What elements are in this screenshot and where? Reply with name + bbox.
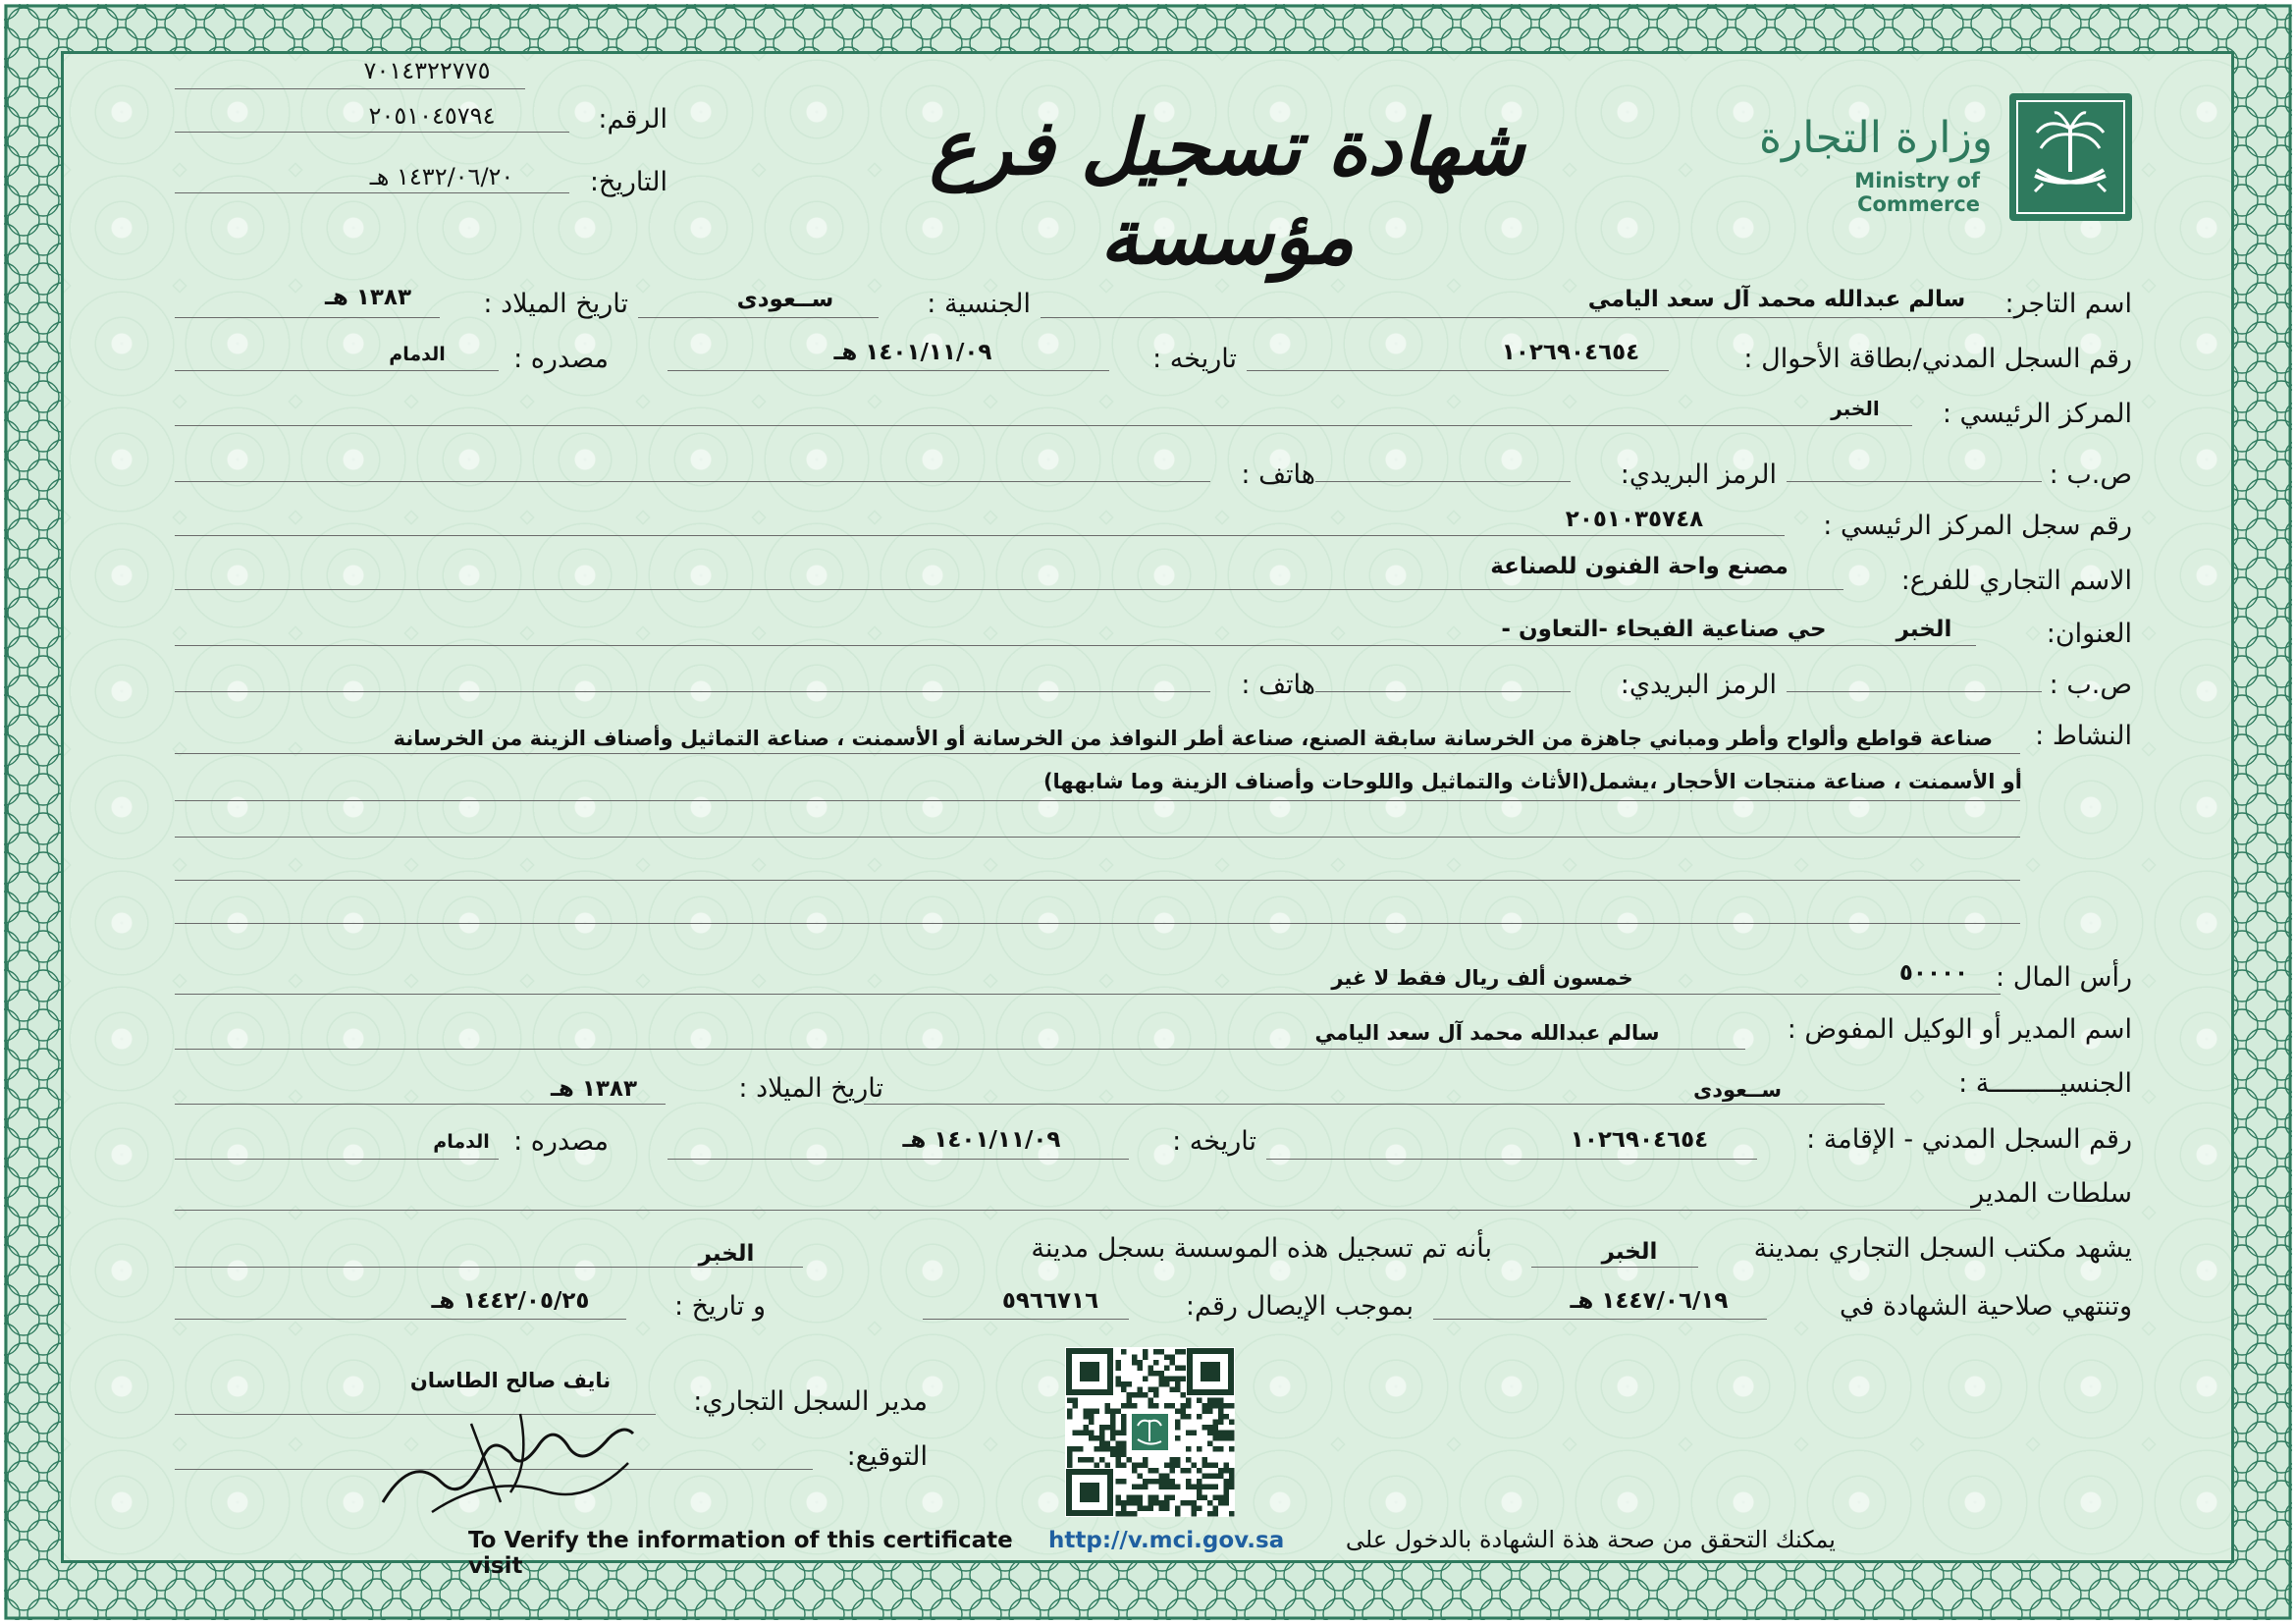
merchant-name-label: اسم التاجر: [2004, 289, 2132, 319]
main-reg-value: ٢٠٥١٠٣٥٧٤٨ [1565, 507, 1704, 532]
manager-authority-label: سلطات المدير [1971, 1178, 2132, 1209]
activity-rule-4 [175, 880, 2020, 881]
handwritten-signature [373, 1394, 648, 1522]
address-value: حي صناعية الفيحاء -التعاون - [1501, 617, 1827, 642]
director-label: مدير السجل التجاري: [693, 1386, 928, 1417]
manager-birth-value: ١٣٨٣ هـ [551, 1076, 637, 1102]
ministry-emblem [2009, 93, 2132, 221]
manager-nationality-label: الجنسيـــــــــة : [1958, 1068, 2132, 1099]
expiry-value: ١٤٤٧/٠٦/١٩ هـ [1570, 1288, 1729, 1314]
number-label: الرقم: [598, 104, 667, 135]
nationality-value: ســعودى [736, 287, 834, 312]
phone-label-1: هاتف : [1241, 460, 1315, 490]
ministry-name-ar: وزارة التجارة [1758, 113, 1993, 163]
manager-civil-value: ١٠٢٦٩٠٤٦٥٤ [1570, 1127, 1709, 1153]
civil-date-line [667, 370, 1109, 371]
main-center-label: المركز الرئيسي : [1942, 399, 2132, 429]
activity-rule-1 [175, 753, 2020, 754]
activity-line-1: صناعة قواطع وألواح وأطر ومباني جاهزة من الخرسانة سابقة الصنع، صناعة أطر النوافذ من الخرسانة أو الأسمنت ، صناعة التماثيل وأصناف الزينة من الخرسانة [393, 727, 1993, 750]
phone-line-1 [175, 481, 1210, 482]
pobox-line-1 [1787, 481, 2042, 482]
top-number: ٧٠١٤٣٢٢٧٧٥ [363, 57, 491, 84]
nationality-line [638, 317, 879, 318]
trade-name-label: الاسم التجاري للفرع: [1900, 566, 2132, 596]
birth-value: ١٣٨٣ هـ [325, 285, 411, 310]
manager-civil-date-line [667, 1159, 1129, 1160]
manager-source-label: مصدره : [513, 1126, 609, 1157]
top-number-line [175, 88, 525, 89]
manager-civil-date-value: ١٤٠١/١١/٠٩ هـ [902, 1127, 1061, 1153]
date-value: ١٤٣٢/٠٦/٢٠ هـ [369, 163, 514, 190]
manager-authority-line [175, 1210, 1981, 1211]
activity-label: النشاط : [2035, 721, 2132, 751]
manager-civil-line [1266, 1159, 1757, 1160]
postal-line-1 [1315, 481, 1571, 482]
receipt-line [923, 1319, 1129, 1320]
birth-line [175, 317, 440, 318]
number-line [175, 132, 569, 133]
pobox-label-1: ص.ب : [2049, 460, 2132, 490]
manager-name-line [175, 1049, 1745, 1050]
verify-text-ar: يمكنك التحقق من صحة هذة الشهادة بالدخول على [1345, 1526, 1836, 1553]
and-date-value: ١٤٤٢/٠٥/٢٥ هـ [431, 1288, 590, 1314]
address-label: العنوان: [2046, 619, 2132, 649]
manager-birth-line [175, 1104, 666, 1105]
civil-date-label: تاريخه : [1152, 344, 1237, 374]
manager-birth-label: تاريخ الميلاد : [738, 1073, 883, 1104]
activity-rule-5 [175, 923, 2020, 924]
civil-record-value: ١٠٢٦٩٠٤٦٥٤ [1501, 340, 1640, 365]
capital-line [175, 994, 2001, 995]
and-date-line [175, 1319, 626, 1320]
phone-line-2 [175, 691, 1210, 692]
sign-label: التوقيع: [846, 1441, 928, 1472]
main-center-value: الخبر [1831, 397, 1880, 420]
source-value: الدمام [389, 344, 446, 365]
birth-label: تاريخ الميلاد : [483, 289, 628, 319]
pobox-label-2: ص.ب : [2049, 670, 2132, 700]
date-label: التاريخ: [589, 167, 667, 197]
source-line [175, 370, 499, 371]
expiry-label: وتنتهي صلاحية الشهادة في [1840, 1291, 2132, 1322]
number-value: ٢٠٥١٠٤٥٧٩٤ [368, 102, 496, 130]
registered-label: بأنه تم تسجيل هذه الموسسة بسجل مدينة [1031, 1233, 1492, 1264]
palm-swords-icon [2009, 93, 2132, 221]
manager-source-value: الدمام [433, 1131, 490, 1153]
manager-name-label: اسم المدير أو الوكيل المفوض : [1787, 1014, 2132, 1045]
postal-label-2: الرمز البريدي: [1620, 670, 1777, 700]
registered-city: الخبر [698, 1241, 755, 1267]
office-label: يشهد مكتب السجل التجاري بمدينة [1753, 1233, 2132, 1264]
manager-civil-label: رقم السجل المدني - الإقامة : [1806, 1124, 2132, 1155]
verify-url[interactable]: http://v.mci.gov.sa [1048, 1528, 1285, 1553]
civil-record-line [1247, 370, 1669, 371]
activity-line-2: أو الأسمنت ، صناعة منتجات الأحجار ،يشمل(الأثاث والتماثيل واللوحات وأصناف الزينة وما شابهها) [1042, 770, 2022, 793]
receipt-label: بموجب الإيصال رقم: [1185, 1291, 1414, 1322]
main-reg-line [175, 535, 1785, 536]
merchant-name-value: سالم عبدالله محمد آل سعد اليامي [1587, 287, 1966, 312]
merchant-name-line [1041, 317, 2012, 318]
verify-text-en: To Verify the information of this certificate visit [468, 1528, 1013, 1579]
office-city-line [1531, 1267, 1698, 1268]
capital-label: رأس المال : [1996, 962, 2132, 993]
civil-date-value: ١٤٠١/١١/٠٩ هـ [833, 340, 992, 365]
activity-rule-2 [175, 800, 2020, 801]
manager-nationality-value: ســعودى [1692, 1078, 1783, 1102]
certificate-title: شهادة تسجيل فرع مؤسسة [929, 103, 1525, 282]
trade-name-value: مصنع واحة الفنون للصناعة [1490, 554, 1789, 579]
manager-source-line [175, 1159, 499, 1160]
address-city: الخبر [1896, 617, 1952, 642]
capital-words: خمسون ألف ريال فقط لا غير [1331, 966, 1633, 990]
and-date-label: و تاريخ : [673, 1291, 766, 1322]
qr-code[interactable] [1065, 1347, 1235, 1517]
activity-rule-3 [175, 837, 2020, 838]
civil-record-label: رقم السجل المدني/بطاقة الأحوال : [1743, 344, 2132, 374]
phone-label-2: هاتف : [1241, 670, 1315, 700]
expiry-line [1433, 1319, 1767, 1320]
registered-city-line [175, 1267, 803, 1268]
main-center-line [175, 425, 1912, 426]
director-name: نايف صالح الطاسان [409, 1369, 612, 1392]
capital-value: ٥٠٠٠٠ [1898, 960, 1969, 986]
ministry-name-en: Ministry of Commerce [1854, 169, 1980, 216]
main-reg-label: رقم سجل المركز الرئيسي : [1823, 511, 2132, 541]
pobox-line-2 [1787, 691, 2042, 692]
address-line [175, 645, 1976, 646]
postal-line-2 [1315, 691, 1571, 692]
manager-name-value: سالم عبدالله محمد آل سعد اليامي [1314, 1021, 1660, 1045]
manager-nationality-line [864, 1104, 1885, 1105]
office-city: الخبر [1601, 1239, 1658, 1265]
nationality-label: الجنسية : [927, 289, 1031, 319]
postal-label-1: الرمز البريدي: [1620, 460, 1777, 490]
receipt-value: ٥٩٦٦٧١٦ [1001, 1288, 1099, 1314]
trade-name-line [175, 589, 1843, 590]
date-line [175, 192, 569, 193]
manager-civil-date-label: تاريخه : [1172, 1126, 1256, 1157]
source-label: مصدره : [513, 344, 609, 374]
